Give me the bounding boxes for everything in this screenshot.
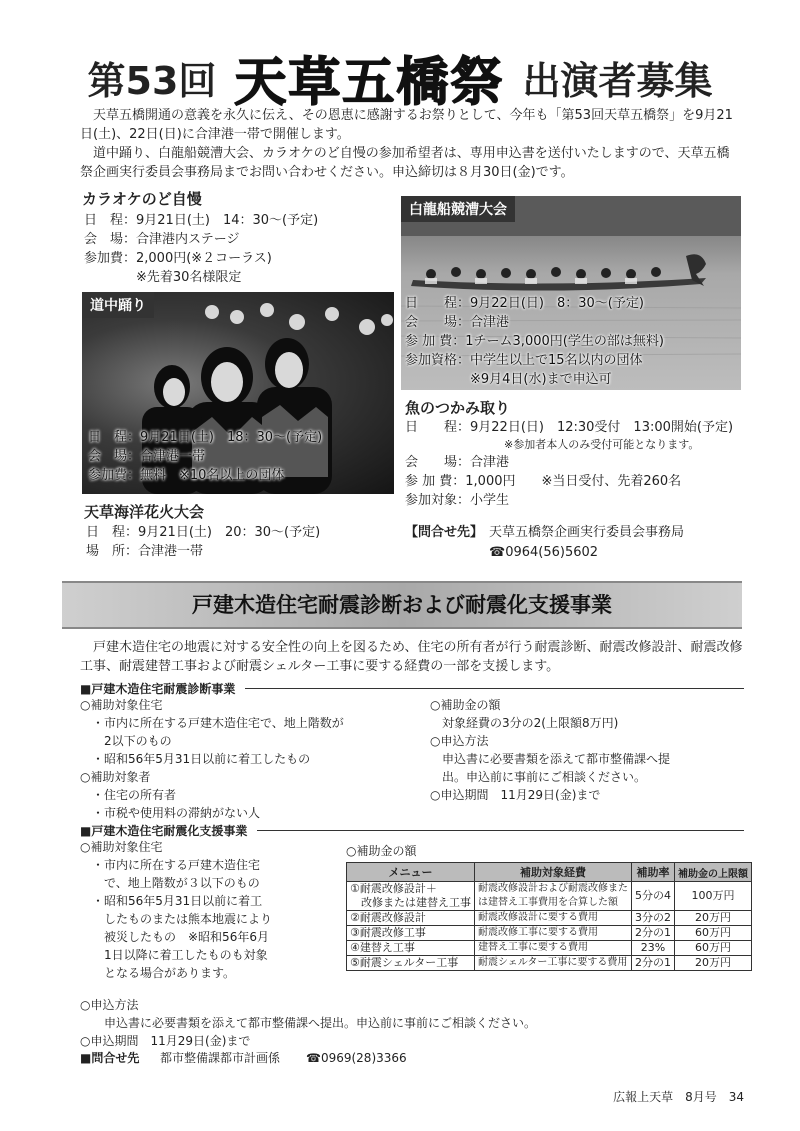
cell-menu: ②耐震改修設計	[347, 911, 475, 926]
dochu-odori-photo	[82, 292, 394, 494]
sakana-fee: 参 加 費：1,000円 ※当日受付、先着260名	[405, 474, 682, 489]
support-heading: ■戸建木造住宅耐震化支援事業	[80, 822, 744, 839]
cell-rate: 3分の2	[632, 911, 675, 926]
table-row	[347, 941, 752, 956]
page-title	[0, 40, 800, 115]
diag-heading: ■戸建木造住宅耐震診断事業	[80, 680, 744, 697]
karaoke-heading: カラオケのど自慢	[82, 190, 202, 208]
support-left-line: ○補助対象住宅	[80, 840, 163, 854]
support-left-line: 被災したもの ※昭和56年6月	[80, 930, 269, 944]
dochu-details	[88, 428, 322, 485]
cell-cost: 耐震改修工事に要する費用	[475, 926, 632, 941]
th-cost: 補助対象経費	[475, 863, 632, 882]
diag-left-line: ○補助対象者	[80, 770, 151, 784]
karaoke-date: 日 程：9月21日(土) 14：30～(予定)	[84, 213, 319, 228]
intro-text	[80, 106, 740, 182]
support-apply-line: ○申込期間 11月29日(金)まで	[80, 1034, 251, 1048]
cell-rate: 2分の1	[632, 926, 675, 941]
table-row	[347, 956, 752, 971]
diag-left-line: ・昭和56年5月31日以前に着工したもの	[80, 752, 311, 766]
diag-right-line: ○申込方法	[430, 734, 489, 748]
cell-cost: 耐震改修設計に要する費用	[475, 911, 632, 926]
hakuryu-venue: 会 場：合津港	[405, 315, 510, 330]
support-left	[80, 838, 272, 982]
cell-cost: 耐震シェルター工事に要する費用	[475, 956, 632, 971]
support-table-title: ○補助金の額	[346, 844, 417, 858]
cell-limit: 60万円	[675, 941, 752, 956]
support-left-line: となる場合があります。	[80, 966, 236, 980]
cell-menu: ⑤耐震シェルター工事	[347, 956, 475, 971]
dochu-fee: 参加費：無料 ※10名以上の団体	[88, 468, 285, 483]
diag-right-line: 申込書に必要書類を添えて都市整備課へ提	[430, 752, 671, 766]
table-row	[347, 882, 752, 911]
dochu-label: 道中踊り	[82, 292, 154, 318]
karaoke-details	[84, 211, 318, 287]
karaoke-fee: 参加費：2,000円(※２コーラス)	[84, 251, 272, 266]
cell-cost: 耐震改修設計および耐震改修また は建替え工事費用を合算した額	[475, 882, 632, 911]
contact-tel: ☎0964(56)5602	[489, 545, 599, 560]
th-limit: 補助金の上限額	[675, 863, 752, 882]
hakuryu-photo	[401, 196, 741, 390]
hanabi-place: 場 所：合津港一帯	[86, 544, 204, 559]
diag-left-line: ・市内に所在する戸建木造住宅で、地上階数が	[80, 716, 344, 730]
hakuryu-fee: 参 加 費：1チーム3,000円(学生の部は無料)	[405, 334, 664, 349]
table-header-row	[347, 863, 752, 882]
diag-left-line: ・市税や使用料の滞納がない人	[80, 806, 261, 820]
cell-limit: 100万円	[675, 882, 752, 911]
table-row	[347, 926, 752, 941]
contact2-tel: ☎0969(28)3366	[306, 1051, 407, 1065]
diag-right-line: 対象経費の3分の2(上限額8万円)	[430, 716, 619, 730]
title-edition: 第53回	[87, 59, 217, 103]
contact2-org: 都市整備課都市計画係	[160, 1051, 281, 1065]
cell-rate: 23%	[632, 941, 675, 956]
hanabi-date: 日 程：9月21日(土) 20：30～(予定)	[86, 525, 321, 540]
support-table	[346, 862, 752, 971]
support-apply	[80, 996, 536, 1050]
hakuryu-deadline: ※9月4日(水)まで申込可	[405, 372, 612, 387]
diag-left	[80, 696, 344, 822]
hanabi-details	[86, 523, 320, 561]
intro-paragraph-1: 天草五橋開通の意義を永久に伝え、その恩恵に感謝するお祭りとして、今年も「第53回天草五橋祭」を9月21日(土)、22日(日)に合津港一帯で開催します。	[80, 108, 733, 142]
support-left-line: 1日以降に着工したものも対象	[80, 948, 268, 962]
contact-org: 天草五橋祭企画実行委員会事務局	[489, 525, 685, 540]
title-recruitment: 出演者募集	[522, 59, 713, 103]
title-festival-name: 天草五橋祭	[234, 52, 505, 113]
hakuryu-eligibility: 参加資格：中学生以上で15名以内の団体	[405, 353, 643, 368]
diag-right-line: 出。申込前に事前にご相談ください。	[430, 770, 647, 784]
hakuryu-date: 日 程：9月22日(日) 8：30～(予定)	[405, 296, 644, 311]
intro-paragraph-2: 道中踊り、白龍船競漕大会、カラオケのど自慢の参加希望者は、専用申込書を送付いたしますので、天草五橋祭企画実行委員会事務局までお問い合わせください。申込締切は８月30日(金)です。	[80, 146, 730, 180]
quake-intro: 戸建木造住宅の地震に対する安全性の向上を図るため、住宅の所有者が行う耐震診断、耐震改修設計、耐震改修工事、耐震建替工事および耐震シェルター工事に要する経費の一部を支援します。	[80, 640, 743, 674]
support-left-line: ・昭和56年5月31日以前に着工	[80, 894, 263, 908]
hakuryu-label: 白龍船競漕大会	[401, 196, 515, 222]
contact2-label: ■問合せ先	[80, 1051, 140, 1065]
support-left-line: したものまたは熊本地震により	[80, 912, 273, 926]
cell-rate: 2分の1	[632, 956, 675, 971]
cell-limit: 20万円	[675, 911, 752, 926]
cell-limit: 60万円	[675, 926, 752, 941]
cell-menu: ③耐震改修工事	[347, 926, 475, 941]
karaoke-note: ※先着30名様限定	[84, 270, 242, 285]
diag-left-line: ○補助対象住宅	[80, 698, 163, 712]
karaoke-venue: 会 場：合津港内ステージ	[84, 232, 240, 247]
page-footer: 広報上天草 8月号 34	[613, 1090, 744, 1104]
diag-left-line: 2以下のもの	[80, 734, 172, 748]
hanabi-heading: 天草海洋花火大会	[84, 503, 205, 521]
diag-right-line: ○補助金の額	[430, 698, 501, 712]
dochu-date: 日 程：9月21日(土) 18：30～(予定)	[88, 430, 323, 445]
sakana-note: ※参加者本人のみ受付可能となります。	[405, 438, 700, 451]
support-left-line: で、地上階数が３以下のもの	[80, 876, 260, 890]
support-apply-line: 申込書に必要書類を添えて都市整備課へ提出。申込前に事前にご相談ください。	[80, 1016, 537, 1030]
sakana-target: 参加対象：小学生	[405, 493, 510, 508]
th-menu: メニュー	[347, 863, 475, 882]
sakana-date: 日 程：9月22日(日) 12:30受付 13:00開始(予定)	[405, 420, 734, 435]
hakuryu-details	[405, 294, 664, 389]
table-row	[347, 911, 752, 926]
th-rate: 補助率	[632, 863, 675, 882]
sakana-heading: 魚のつかみ取り	[405, 399, 511, 417]
section-band	[62, 581, 742, 629]
sakana-venue: 会 場：合津港	[405, 455, 510, 470]
contact-label: 【問合せ先】	[405, 525, 484, 540]
cell-cost: 建替え工事に要する費用	[475, 941, 632, 956]
section-band-title: 戸建木造住宅耐震診断および耐震化支援事業	[192, 593, 612, 617]
sakana-details	[405, 418, 733, 510]
diag-left-line: ・住宅の所有者	[80, 788, 177, 802]
diag-right-line: ○申込期間 11月29日(金)まで	[430, 788, 601, 802]
cell-limit: 20万円	[675, 956, 752, 971]
cell-rate: 5分の4	[632, 882, 675, 911]
cell-menu: ①耐震改修設計＋ 改修または建替え工事	[347, 882, 475, 911]
support-left-line: ・市内に所在する戸建木造住宅	[80, 858, 261, 872]
cell-menu: ④建替え工事	[347, 941, 475, 956]
diag-right	[430, 696, 670, 804]
support-apply-line: ○申込方法	[80, 998, 139, 1012]
dochu-venue: 会 場：合津港一帯	[88, 449, 206, 464]
